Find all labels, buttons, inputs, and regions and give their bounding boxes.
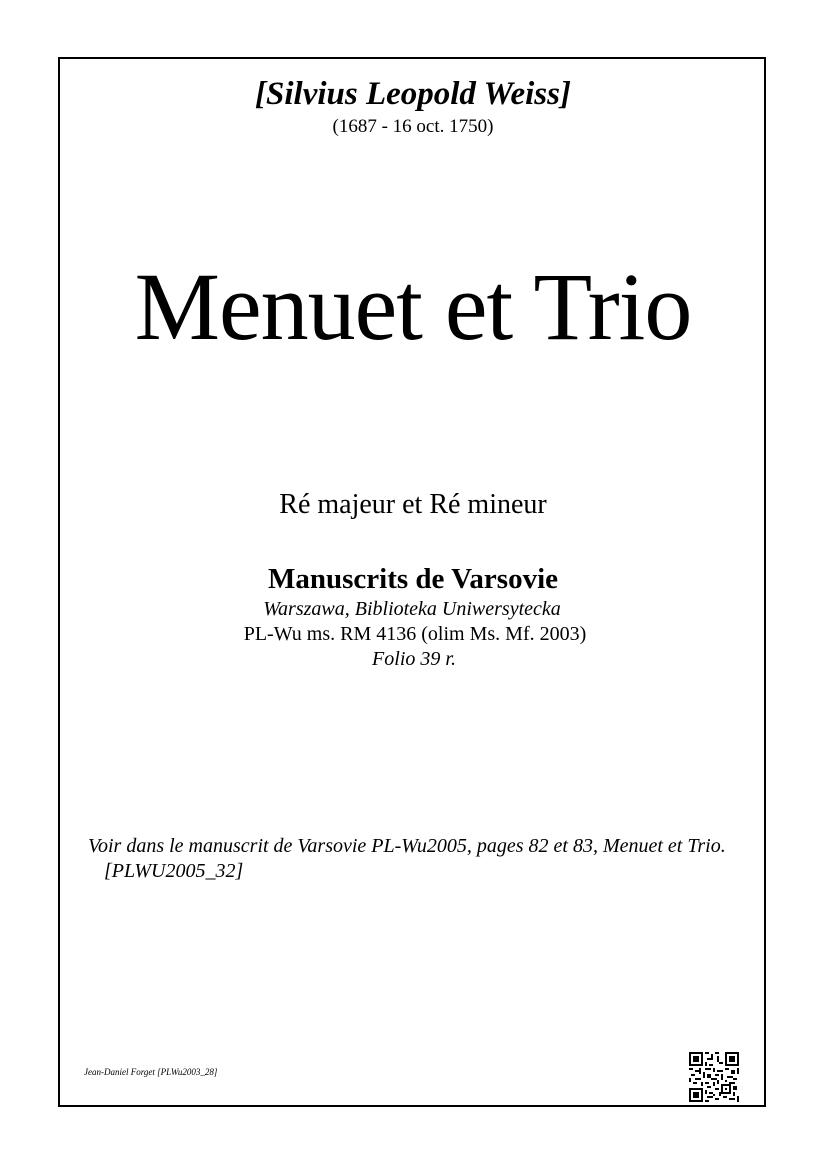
page-title: Menuet et Trio [134,253,692,360]
source-library: Warszawa, Biblioteka Uniwersytecka [263,598,561,620]
composer-dates: (1687 - 16 oct. 1750) [332,116,494,137]
key-signature: Ré majeur et Ré mineur [279,489,547,520]
source-shelfmark: PL-Wu ms. RM 4136 (olim Ms. Mf. 2003) [243,623,587,645]
qr-code-icon [689,1052,739,1102]
source-collection: Manuscrits de Varsovie [268,563,558,595]
footer-credit: Jean-Daniel Forget [PLWu2003_28] [84,1067,218,1077]
source-folio: Folio 39 r. [372,648,456,670]
reference-note: Voir dans le manuscrit de Varsovie PL-Wu2005, pages 82 et 83, Menuet et Trio. [PLWU2005_32] [88,835,726,882]
composer-name: [Silvius Leopold Weiss] [255,76,571,112]
